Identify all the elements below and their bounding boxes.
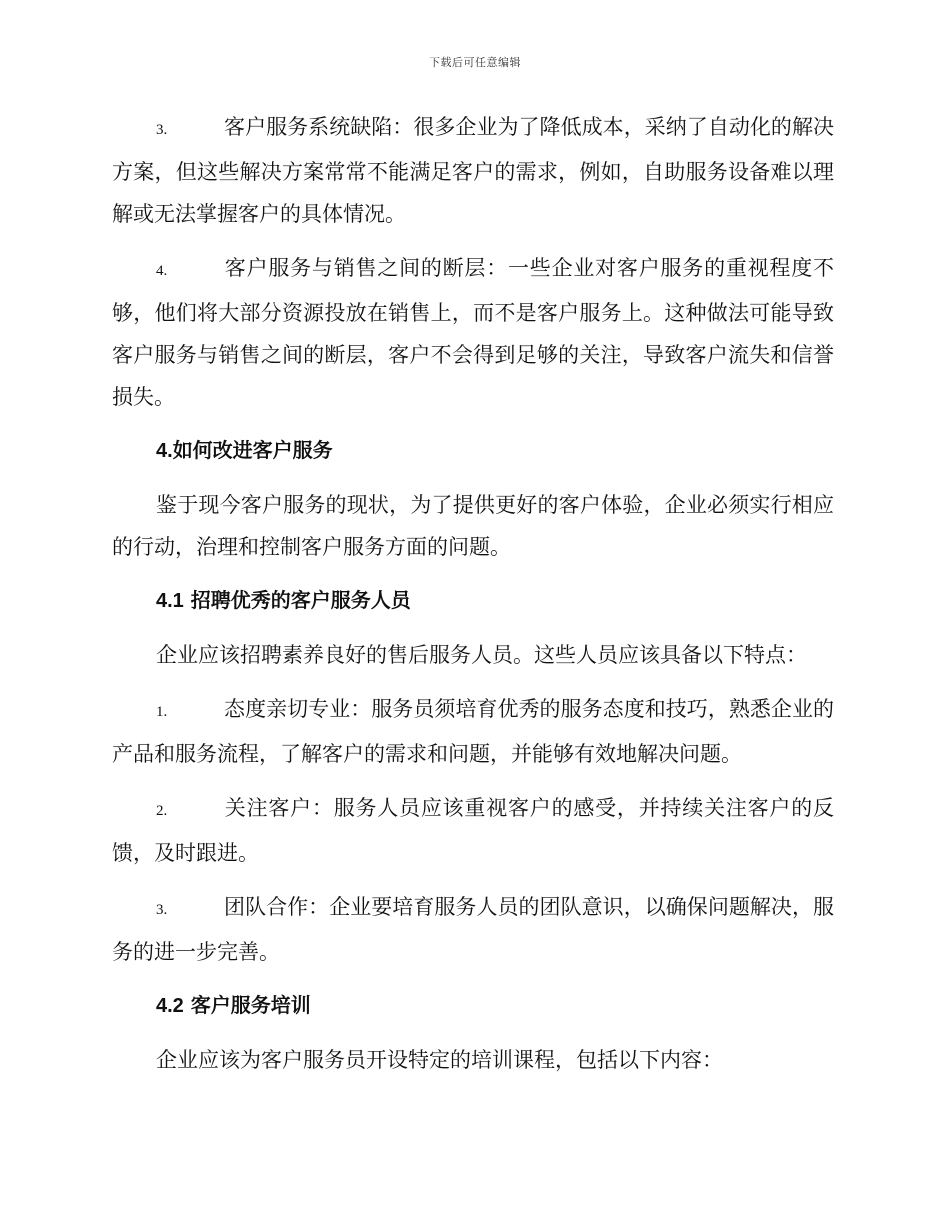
list-item bbox=[112, 247, 834, 418]
section-heading-text: 招聘优秀的客户服务人员 bbox=[190, 588, 411, 612]
paragraph: 企业应该为客户服务员开设特定的培训课程，包括以下内容： bbox=[156, 1048, 723, 1072]
list-item-number: 3. bbox=[156, 122, 168, 138]
spacer bbox=[112, 418, 834, 430]
section-heading-number: 4.1 bbox=[156, 590, 184, 612]
spacer bbox=[112, 235, 834, 247]
list-item-text: 客户服务系统缺陷：很多企业为了降低成本，采纳了自动化的解决方案，但这些解决方案常常不能满足客户的需求，例如，自助服务设备难以理解或无法掌握客户的具体情况。 bbox=[112, 115, 834, 226]
paragraph: 鉴于现今客户服务的现状，为了提供更好的客户体验，企业必须实行相应的行动，治理和控制客户服务方面的问题。 bbox=[112, 493, 834, 559]
list-item-number: 1. bbox=[156, 704, 168, 720]
section-heading-number: 4. bbox=[156, 440, 173, 462]
list-item-text: 关注客户：服务人员应该重视客户的感受，并持续关注客户的反馈，及时跟进。 bbox=[112, 796, 834, 865]
list-item-number: 3. bbox=[156, 902, 168, 918]
list-item bbox=[112, 787, 834, 874]
section-heading bbox=[112, 985, 834, 1026]
list-item-number: 2. bbox=[156, 803, 168, 819]
spacer bbox=[112, 621, 834, 634]
section-heading-number: 4.2 bbox=[156, 995, 184, 1017]
spacer bbox=[112, 471, 834, 484]
spacer bbox=[112, 874, 834, 886]
page-header-note: 下载后可任意编辑 bbox=[429, 56, 521, 69]
spacer bbox=[112, 973, 834, 985]
list-item-text: 态度亲切专业：服务员须培育优秀的服务态度和技巧，熟悉企业的产品和服务流程，了解客户的需求和问题，并能够有效地解决问题。 bbox=[112, 697, 834, 766]
spacer bbox=[112, 775, 834, 787]
section-heading-text: 如何改进客户服务 bbox=[172, 438, 333, 462]
list-item bbox=[112, 886, 834, 973]
spacer bbox=[112, 676, 834, 688]
list-item-text: 客户服务与销售之间的断层：一些企业对客户服务的重视程度不够，他们将大部分资源投放在销售上，而不是客户服务上。这种做法可能导致客户服务与销售之间的断层，客户不会得到足够的关注，导致客户流失和信誉损失。 bbox=[112, 256, 834, 409]
spacer bbox=[112, 568, 834, 580]
list-item-number: 4. bbox=[156, 263, 168, 279]
section-heading-text: 客户服务培训 bbox=[190, 993, 311, 1017]
paragraph: 企业应该招聘素养良好的售后服务人员。这些人员应该具备以下特点： bbox=[156, 643, 807, 667]
document-body bbox=[112, 106, 834, 1081]
spacer bbox=[112, 1026, 834, 1039]
section-heading bbox=[112, 580, 834, 621]
list-item bbox=[112, 106, 834, 235]
section-heading bbox=[112, 430, 834, 471]
list-item-text: 团队合作：企业要培育服务人员的团队意识，以确保问题解决，服务的进一步完善。 bbox=[112, 895, 834, 964]
list-item bbox=[112, 688, 834, 775]
